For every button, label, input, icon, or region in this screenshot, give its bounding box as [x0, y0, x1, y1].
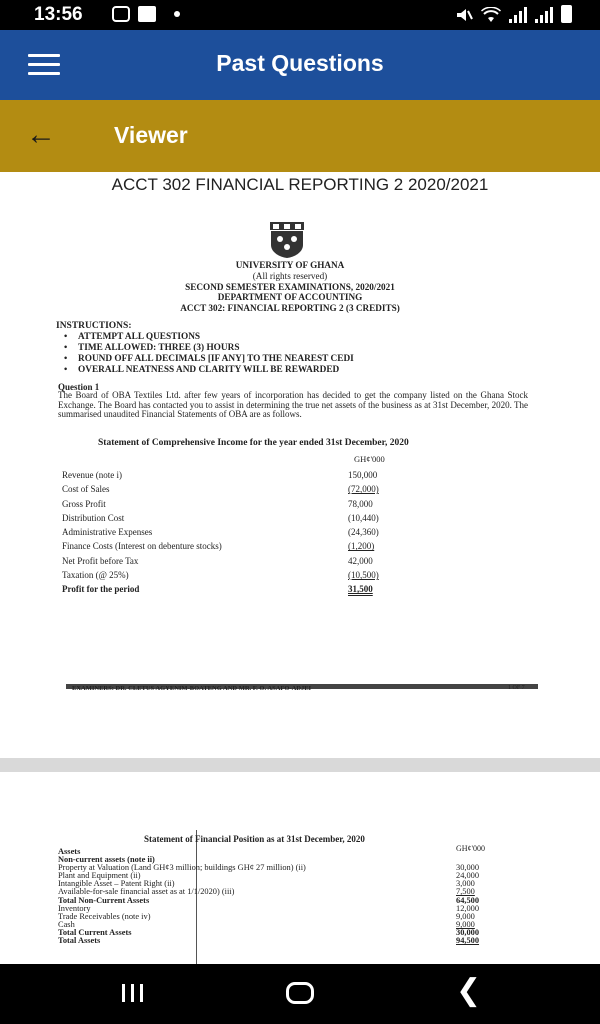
row-label: Taxation (@ 25%): [62, 570, 129, 581]
row-value: 150,000: [348, 470, 378, 480]
row-label: Total Assets: [58, 936, 101, 946]
row-value: 30,000: [456, 863, 480, 873]
row-label: Gross Profit: [62, 498, 106, 509]
header-line: (All rights reserved): [252, 270, 328, 281]
row-value: 3,000: [456, 879, 475, 889]
header-line: SECOND SEMESTER EXAMINATIONS, 2020/2021: [185, 281, 395, 292]
row-value: 31,500: [348, 584, 373, 595]
row-label: Non-current assets (note ii): [58, 855, 155, 865]
row-label: Administrative Expenses: [62, 527, 153, 538]
app-bar: [0, 30, 600, 100]
row-value: 30,000: [456, 927, 480, 937]
table-row: [62, 541, 402, 555]
row-label: Cash: [58, 919, 75, 929]
instructions-list: [78, 332, 354, 376]
status-bar: [0, 0, 600, 30]
table-row: [62, 570, 402, 584]
row-value: 42,000: [348, 555, 373, 566]
nav-back-icon[interactable]: ❮: [456, 973, 482, 1008]
signal-icon: [509, 7, 527, 23]
row-label: Inventory: [58, 903, 91, 913]
row-value: 78,000: [348, 498, 373, 509]
header-line: ACCT 302: FINANCIAL REPORTING 2 (3 CREDITS): [180, 303, 400, 314]
image-icon: [138, 6, 156, 22]
row-label: Distribution Cost: [62, 512, 125, 523]
table-row: [62, 556, 402, 570]
row-label: Intangible Asset – Patent Right (ii): [58, 879, 175, 889]
row-value: 7,500: [456, 887, 475, 897]
table-row: [62, 470, 402, 484]
instruction-item: • OVERALL NEATNESS AND CLARITY WILL BE REWARDED: [78, 365, 354, 376]
status-time: 13:56: [34, 4, 83, 25]
header-line: UNIVERSITY OF GHANA: [235, 260, 345, 270]
financial-position-unit: GH¢'000: [456, 844, 485, 853]
row-value: 94,500: [456, 936, 480, 946]
instructions-heading: INSTRUCTIONS:: [56, 321, 132, 331]
table-row: [62, 499, 402, 513]
income-statement-title: Statement of Comprehensive Income for the year ended 31st December, 2020: [98, 438, 409, 448]
message-icon: [112, 6, 130, 22]
row-label: Profit for the period: [62, 584, 140, 595]
table-row: [62, 527, 402, 541]
row-label: Assets: [58, 847, 81, 856]
table-row: [62, 484, 402, 498]
table-row: [58, 913, 498, 921]
table-row: [58, 897, 498, 905]
system-nav-bar: [0, 964, 600, 1024]
row-label: Cost of Sales: [62, 484, 110, 495]
home-icon[interactable]: [286, 982, 314, 1004]
row-label: Plant and Equipment (ii): [58, 871, 141, 881]
viewer-bar: [0, 100, 600, 172]
row-label: Finance Costs (Interest on debenture stocks): [62, 541, 222, 552]
row-value: (72,000): [348, 484, 379, 495]
row-value: 64,500: [456, 895, 480, 905]
status-system-icons: [455, 5, 572, 23]
row-label: Revenue (note i): [62, 470, 122, 480]
row-value: (10,440): [348, 512, 379, 523]
row-label: Total Current Assets: [58, 927, 132, 937]
row-label: Property at Valuation (Land GH¢3 million; buildings GH¢ 27 million) (ii): [58, 863, 306, 873]
financial-position-title: Statement of Financial Position as at 31st December, 2020: [144, 834, 365, 844]
row-value: 9,000: [456, 911, 475, 921]
document-title: ACCT 302 FINANCIAL REPORTING 2 2020/2021: [0, 172, 600, 198]
viewer-title: Viewer: [114, 122, 188, 148]
battery-icon: [561, 5, 572, 23]
status-notification-icons: [112, 6, 180, 22]
instruction-item: • ROUND OFF ALL DECIMALS [IF ANY] TO THE NEAREST CEDI: [78, 354, 354, 365]
row-value: 9,000: [456, 919, 475, 929]
table-row: [58, 937, 498, 945]
income-statement-table: [62, 470, 402, 599]
financial-position-table: [58, 848, 498, 945]
page-title: Past Questions: [216, 50, 384, 76]
exam-header: [100, 260, 480, 314]
row-label: Net Profit before Tax: [62, 555, 139, 566]
row-value: (10,500): [348, 570, 379, 581]
table-row: [58, 929, 498, 937]
document-page-1[interactable]: [0, 198, 600, 758]
table-row: [62, 513, 402, 527]
mute-icon: [455, 7, 473, 23]
table-row: [62, 584, 402, 598]
question-text: The Board of OBA Textiles Ltd. after few years of incorporation has decided to get the company listed on the Ghana Stock Exchange. The Board has contacted you to assist in determining the true net assets of the business as at 31st December, 2020. The summarised unaudited Financial Statements of OBA are as follows.: [58, 390, 528, 420]
signal-icon: [535, 7, 553, 23]
footer-page-number: 1 OF 7: [508, 685, 525, 691]
footer-examiners: EXAMINERS: DR. CLETUS AGYENIM-BOATENG AND MR. F. O. ASAFO-ADJEI: [72, 685, 312, 692]
header-line: DEPARTMENT OF ACCOUNTING: [217, 292, 363, 303]
instruction-item: • TIME ALLOWED: THREE (3) HOURS: [78, 343, 354, 354]
income-statement-unit: GH¢'000: [354, 454, 385, 464]
wifi-icon: [481, 7, 501, 23]
row-label: Trade Receivables (note iv): [58, 911, 151, 921]
row-value: 24,000: [456, 871, 480, 881]
question-heading: Question 1: [58, 382, 100, 392]
university-crest-icon: [268, 222, 306, 258]
row-label: Total Non-Current Assets: [58, 895, 150, 905]
row-value: 12,000: [456, 903, 480, 913]
document-page-2[interactable]: [0, 772, 600, 964]
row-label: Available-for-sale financial asset as at 1/1/2020) (iii): [58, 887, 235, 897]
dot-icon: [174, 11, 180, 17]
back-arrow-icon[interactable]: ←: [26, 118, 56, 151]
recents-icon[interactable]: [122, 984, 146, 1004]
instruction-item: • ATTEMPT ALL QUESTIONS: [78, 332, 354, 343]
row-value: (1,200): [348, 541, 375, 552]
row-value: (24,360): [348, 527, 379, 538]
